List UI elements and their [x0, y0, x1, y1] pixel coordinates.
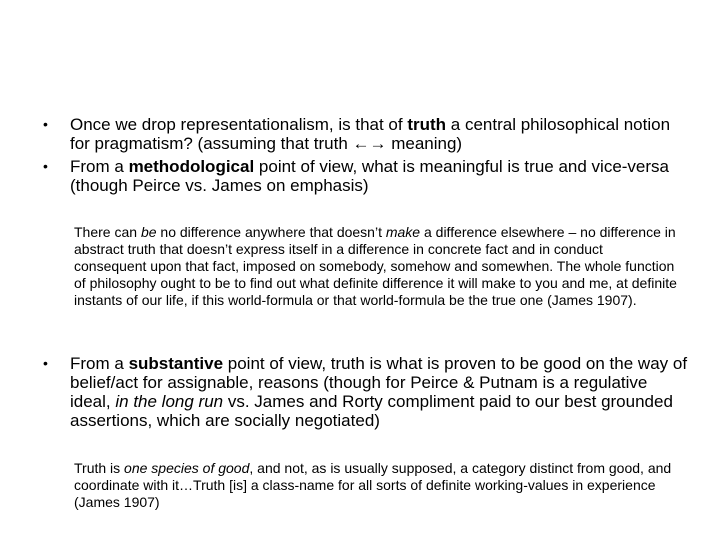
bullet-text: a central philosophical notion for pragmatism? (assuming that truth ←→ meaning) [70, 115, 671, 153]
bullet-text: point of view, what is meaningful is true and vice-versa (though Peirce vs. James on emphasis) [70, 157, 670, 195]
bullet-truth-central [43, 115, 690, 153]
bullet-marker: • [43, 158, 48, 174]
bullet-italic: in the long run [115, 392, 224, 411]
quote-text: , and not, as is usually supposed, a category distinct from good, and coordinate with it…Truth [is] a class-name for all sorts of definite working-values in experience (James 1907) [74, 460, 672, 510]
quote-text: There can [74, 224, 141, 240]
bullet-marker: • [43, 355, 48, 371]
quote-italic: one species of good [124, 460, 250, 476]
bullet-substantive [43, 354, 690, 430]
quote-james-difference [74, 224, 679, 309]
bullet-text: From a [70, 157, 129, 176]
quote-james-truth-good [74, 460, 674, 511]
bullet-marker: • [43, 116, 48, 132]
bullet-text: point of view, truth is what is proven to be good on the way of belief/act for assignable, reasons (though for Peirce & Putnam is a regulative ideal, [70, 354, 688, 411]
bullet-emphasis: methodological [128, 157, 255, 176]
bullet-text: vs. James and Rorty compliment paid to our best grounded assertions, which are socially negotiated) [70, 392, 673, 430]
bullet-text: Once we drop representationalism, is that of [70, 115, 408, 134]
quote-text: Truth is [74, 460, 125, 476]
bullet-methodological [43, 157, 690, 195]
quote-italic: make [385, 224, 421, 240]
bullet-emphasis: truth [407, 115, 447, 134]
bullet-emphasis: substantive [128, 354, 224, 373]
quote-text: no difference anywhere that doesn’t [156, 224, 386, 240]
quote-text: a difference elsewhere – no difference in abstract truth that doesn’t express itself in a difference in concrete fact and in conduct consequent upon that fact, imposed on somebody, somehow and somewhen. The whole function of philosophy ought to be to find out what definite difference it will make to you and me, at definite instants of our life, if this world-formula or that world-formula be the true one (James 1907). [74, 224, 677, 308]
bullet-text: From a [70, 354, 129, 373]
quote-italic: be [140, 224, 157, 240]
